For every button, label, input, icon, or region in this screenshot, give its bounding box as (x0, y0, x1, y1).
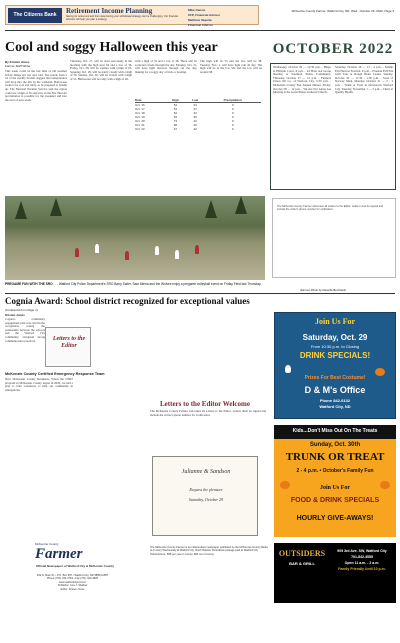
cognia-body: Cognia's community engagement plan was cited in the recognition, noting the partnership between the schools and the Watford City community, alongside strong communication practices. (5, 318, 45, 343)
sro-photo (5, 196, 265, 280)
pub-phone: Phone (701) 444-3763 • Fax (701) 444-3825 (46, 577, 99, 581)
weather-cell: 27 (193, 107, 197, 111)
outsiders-hours: Open 11 a.m. - 2 a.m. (344, 561, 380, 565)
trunk-or-treat-ad[interactable] (274, 425, 396, 537)
dm-line-4: DRINK SPECIALS! (299, 351, 371, 360)
masthead-subtitle: Official Newspaper of Watford City & McKenzie County (35, 564, 115, 568)
weather-cell: 24 (193, 103, 197, 107)
weather-cell: 0 (231, 127, 234, 131)
weather-cell: 63 (173, 115, 178, 119)
outsiders-logo: OUTSIDERS (278, 549, 326, 558)
dm-line-8: Watford City, ND (319, 404, 351, 409)
kids-line-1: Kids...Don't Miss Out On The Treats (292, 428, 378, 434)
masthead-prefix: McKenzie County (35, 542, 59, 546)
cognia-byline: Kristen Jones (5, 313, 25, 317)
wedding-announcement (152, 456, 258, 536)
dm-line-6: D & M's Office (304, 385, 366, 395)
story-headline: Cool and soggy Halloween this year (5, 40, 218, 55)
retirement-banner-ad[interactable] (5, 5, 259, 25)
pub-publisher: Publisher: Lisa J. Shallow (57, 584, 88, 588)
running-head: McKenzie County Farmer, Watford City, ND, Wed., October 26, 2022, Page 3 (291, 9, 394, 13)
wedding-promo-box (272, 198, 396, 278)
dm-line-2: Saturday, Oct. 29 (302, 333, 368, 342)
dm-line-5: Prizes For Best Costume! (304, 375, 366, 381)
kids-line-5: Join Us For (320, 485, 350, 491)
outsiders-family: Family Friendly Until 10 p.m. (338, 567, 386, 571)
weather-cell: 73 (173, 119, 178, 123)
pub-address: 109 N. Main St. • P.O. Box 587 • Watford City, ND 58854-0587 (36, 574, 109, 577)
dm-line-7: Phone 842-6132 (319, 398, 351, 403)
kids-line-6: FOOD & DRINK SPECIALS (290, 497, 380, 504)
letter-title: McKenzie County Certified Emergency Response Team (5, 372, 105, 376)
advisor-1-role: CFP, Financial Advisor (188, 13, 221, 17)
calendar-col-1: Wednesday, October 26 — 12:30 p.m. - Bingo at Hillside Court. 6 p.m. - 24 Hour AA Group meeting at Southern Plains Community. Thursday, October 27 — 12 p.m. - Farmers Union Oil Co. of Watford City. 5:30 p.m. - McKenzie County Fair Annual Dinner. Friday, October 28 — 12 p.m. - We Are Not Alone AA Meeting at the Great Plains Lutheran Church. (273, 66, 331, 95)
letter-column-1: Dear McKenzie County Residents, When the CERT program in McKenzie County began in 2020, we had a plan to train volunteers to help our community in emergencies. (5, 378, 73, 392)
advisor-1-name: Mike Owens (188, 8, 206, 12)
wedding-line-1: Request the pleasure (189, 487, 223, 492)
ghost-icon (285, 365, 291, 373)
weather-cell: Oct. 18 (135, 111, 145, 115)
calendar-col-2: Saturday, October 29 — 12 - 4 p.m. - Kiddie Fall Harvest Festival. 6 p.m. - Fireside FOTNA Grill Tour at Rough Rider Center. Sunday, October 30 — 11:30 - 1:30 p.m. - Sons of Norway Meal. Monday, October 31 — 2 - 4 p.m. - Trunk or Treat in Downtown Watford City. Tuesday, November 1 — 5 p.m. - Clinic at Quality Health. (335, 66, 393, 95)
weather-cell: 32 (193, 111, 197, 115)
photo-caption (5, 282, 395, 286)
weather-cell: Oct. 16 (135, 103, 145, 107)
letters-policy-title: Letters to the Editor Welcome (160, 400, 250, 408)
weather-cell: Oct. 17 (135, 107, 145, 111)
cognia-headline: Cognia Award: School district recognized for exceptional values (5, 296, 250, 306)
story-column-2: Thursday, Oct. 27, will be clear and sunny in the morning with the high near 64 and a low of 36. Friday, Oct. 28, will be warmer with a high of 65. Saturday, Oct. 29, will be partly cloudy with a high of 59. Sunday, Oct. 30, will be cloudy with a high of 55. Halloween will be rainy with a high of 49. (70, 60, 132, 81)
weather-cell: 51 (173, 107, 178, 111)
outsiders-info (330, 548, 394, 572)
calendar-title: OCTOBER 2022 (270, 36, 396, 63)
outsiders-phone: 701-842-3555 (351, 555, 373, 559)
outsiders-address: 905 3rd Ave. SW, Watford City (337, 549, 387, 553)
dm-line-3: From 10:30 p.m. to Closing (310, 344, 360, 349)
photo-credit: (Farmer Photo by Danielle Bernhard) (300, 288, 346, 292)
weather-table (135, 98, 261, 131)
weather-cell: Oct. 19 (135, 115, 145, 119)
outsiders-bar-ad[interactable] (274, 543, 396, 603)
letter-column-2 (77, 378, 145, 544)
weather-cell: 0 (231, 119, 234, 123)
advisor-2-name: Matthew Vaquita (188, 18, 212, 22)
weather-cell: Oct. 22 (135, 127, 145, 131)
weather-cell: 40 (193, 123, 197, 127)
weather-cell: Oct. 20 (135, 119, 145, 123)
weather-cell: 0 (231, 111, 234, 115)
weather-header-cell: Precipitation (204, 98, 261, 103)
wedding-line-2: Saturday, October 29 (188, 497, 224, 502)
masthead-note: The McKenzie County Farmer is an independent newspaper published by the McKenzie County Media LLC every Wednesday at Watford City, North Dakota. Periodicals postage paid at Watford City. Subscriptions: $55 per year in county, $60 out of county. (150, 546, 268, 556)
letters-logo-heading: Letters to the Editor (52, 336, 86, 349)
wedding-names: Julianne & Sandson (181, 469, 231, 475)
cognia-continued: (Continued from Page 1) (5, 308, 38, 312)
kids-line-7: HOURLY GIVE-AWAYS! (296, 515, 374, 522)
weather-row (135, 127, 261, 131)
masthead (5, 542, 145, 572)
kids-line-4: 2 - 4 p.m. • October's Family Fun (296, 468, 374, 474)
weather-header-cell: High (165, 98, 186, 103)
story-byline-role: Farmer Staff Writer (5, 64, 31, 68)
weather-cell: 35 (193, 115, 197, 119)
kids-line-3: TRUNK OR TREAT (285, 451, 385, 463)
letter-column-4 (210, 318, 268, 398)
story-column-4: The high will be 55 and the low will be 38. Tuesday, Nov. 1, will have light rain all day. The high will be in the low 50s and the low will be around 38. (200, 60, 262, 74)
photo-caption-text: . . . Watford City Police Department's SRO Barry Sailer, Sam Aliena and the Wolves enjoy a pregame volleyball event on Friday Field last Thursday. (53, 282, 262, 286)
weather-cell: 54 (173, 103, 178, 107)
weather-cell: 62 (173, 111, 178, 115)
weather-cell: Oct. 21 (135, 123, 145, 127)
pub-website[interactable]: www.watfordcitynd.com (58, 580, 87, 584)
top-rule (5, 30, 395, 31)
weather-cell: 0 (231, 103, 234, 107)
bank-logo: The Citizens Bank (8, 8, 62, 23)
kids-line-2: Sunday, Oct. 30th (309, 442, 361, 448)
photo-caption-title: PREGAME FUN WITH THE SRO (5, 282, 53, 286)
story-column-3: with a high of 55 and a low of 38. There will be scattered clouds through the day. Monday, Oct. 31, will have light showers through out the day, making for a soggy day of trick or treating. (135, 60, 197, 74)
calendar-rule (270, 63, 396, 64)
advisors (188, 8, 258, 27)
weather-cell: 42 (193, 127, 197, 131)
publication-info (5, 574, 140, 591)
promo-text: The McKenzie County Farmer welcomes all Letters to the Editor. Letters must be signed and include the writer's phone number for verification. (277, 205, 384, 212)
advisor-2-role: Financial Advisor (188, 23, 213, 27)
story-column-1: This week could be the last time of fall weather before things get wet and cold. The trends from a lot of the weekly models suggest that temperatures will drop into the 40s by the weekend. Halloween looks to be cool and rainy, so be prepared to bundle up. The National Weather Service said the region could see a high of 50 and lows in the 30s. Heavier precipitation is possible for the weekend and into the start of next week. (5, 70, 67, 102)
dm-office-halloween-ad[interactable] (274, 312, 396, 419)
letters-policy-body: The McKenzie County Farmer welcomes all Letters to the Editor. Letters must be signed and include the writer's phone number for verification. (150, 410, 266, 417)
dm-line-1: Join Us For (315, 317, 355, 326)
weather-cell: 0 (231, 123, 234, 127)
outsiders-sub: BAR & GRILL (289, 561, 315, 566)
weather-cell: 0 (231, 107, 234, 111)
masthead-name: Farmer (35, 546, 83, 562)
weather-cell: 68 (173, 123, 178, 127)
letters-logo-box (45, 327, 91, 367)
weather-cell: 67 (173, 127, 178, 131)
ad-title: Retirement Income Planning (66, 7, 153, 15)
weather-cell: 0 (231, 115, 234, 119)
ad-text: Saving for retirement and then determining your withdrawal strategy can be challenging. Our financial advisors will help you plan a strategy. (66, 15, 179, 21)
weather-header-cell: Low (186, 98, 205, 103)
letter-column-3 (150, 318, 208, 398)
weather-cell: 42 (193, 119, 197, 123)
weather-header-cell: Date (135, 98, 165, 103)
story-byline: By Kristen Jones (5, 60, 30, 64)
section-rule (5, 293, 395, 294)
pub-editor: Editor: Kristen Jones (60, 587, 85, 591)
